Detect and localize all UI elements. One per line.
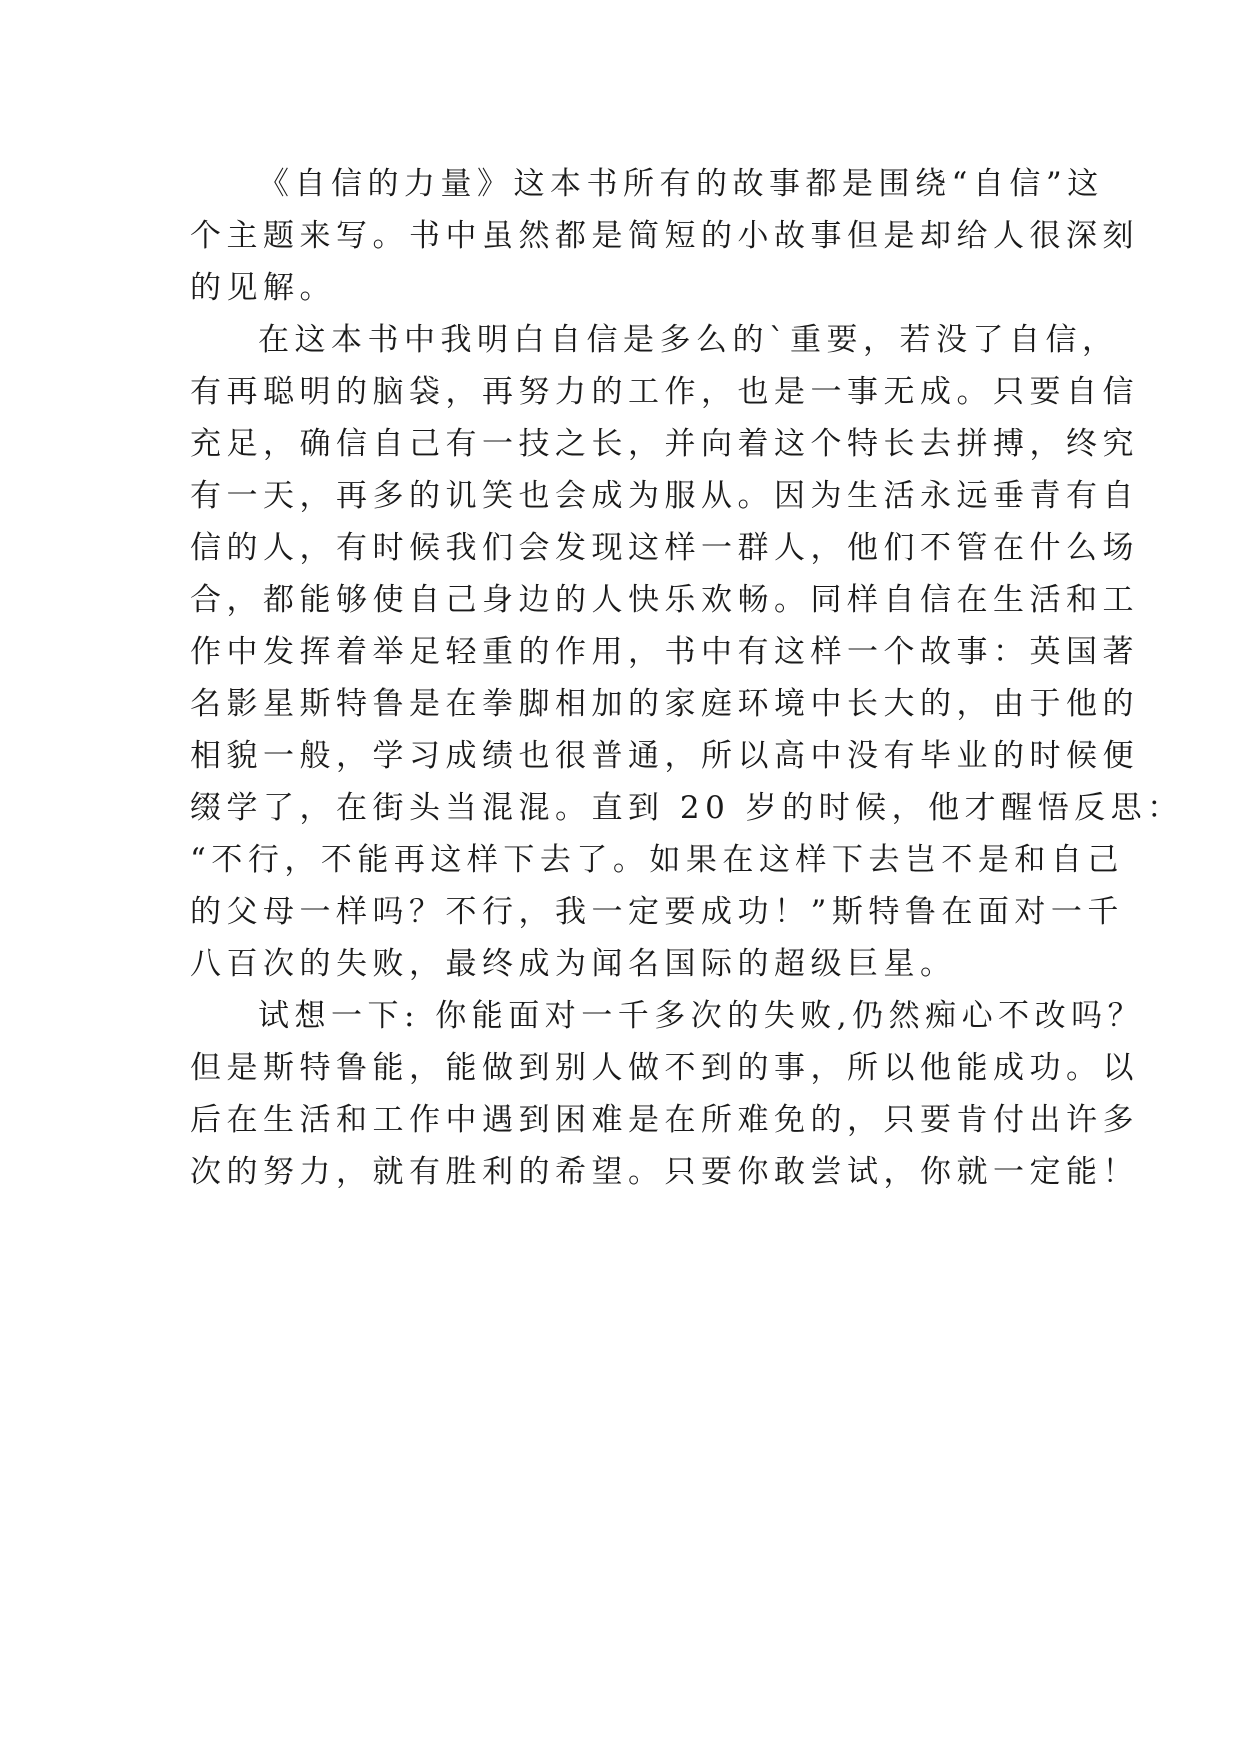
text-line: 缀学了，在街头当混混。直到 20 岁的时候，他才醒悟反思： [190, 790, 1184, 826]
text-line: 次的努力，就有胜利的希望。只要你敢尝试，你就一定能！ [190, 1154, 1139, 1190]
text-line: 个主题来写。书中虽然都是简短的小故事但是却给人很深刻 [190, 218, 1139, 254]
text-line: 信的人，有时候我们会发现这样一群人，他们不管在什么场 [190, 530, 1139, 566]
text-line: 合，都能够使自己身边的人快乐欢畅。同样自信在生活和工 [190, 582, 1139, 618]
paragraph-2 [190, 314, 1184, 990]
text-line: 相貌一般，学习成绩也很普通，所以高中没有毕业的时候便 [190, 738, 1139, 774]
text-line: 的见解。 [190, 270, 336, 306]
text-line: 八百次的失败，最终成为闻名国际的超级巨星。 [190, 946, 957, 982]
paragraph-3 [190, 990, 1145, 1198]
text-line: 试想一下: 你能面对一千多次的失败,仍然痴心不改吗？ [258, 998, 1145, 1034]
text-line: 后在生活和工作中遇到困难是在所难免的，只要肯付出许多 [190, 1102, 1139, 1138]
text-line: 作中发挥着举足轻重的作用，书中有这样一个故事：英国著 [190, 634, 1139, 670]
text-line: 充足，确信自己有一技之长，并向着这个特长去拼搏，终究 [190, 426, 1139, 462]
text-line: 在这本书中我明白自信是多么的`重要，若没了自信， [258, 322, 1119, 358]
text-line: 但是斯特鲁能，能做到别人做不到的事，所以他能成功。以 [190, 1050, 1139, 1086]
text-line: 名影星斯特鲁是在拳脚相加的家庭环境中长大的，由于他的 [190, 686, 1139, 722]
text-line: 《自信的力量》这本书所有的故事都是围绕“自信”这 [258, 166, 1104, 202]
text-line: 有一天，再多的讥笑也会成为服从。因为生活永远垂青有自 [190, 478, 1139, 514]
paragraph-1 [190, 158, 1139, 314]
text-line: “不行，不能再这样下去了。如果在这样下去岂不是和自己 [190, 842, 1124, 878]
text-line: 有再聪明的脑袋，再努力的工作，也是一事无成。只要自信 [190, 374, 1139, 410]
text-line: 的父母一样吗？不行，我一定要成功！”斯特鲁在面对一千 [190, 894, 1124, 930]
document-body [190, 158, 1184, 1198]
